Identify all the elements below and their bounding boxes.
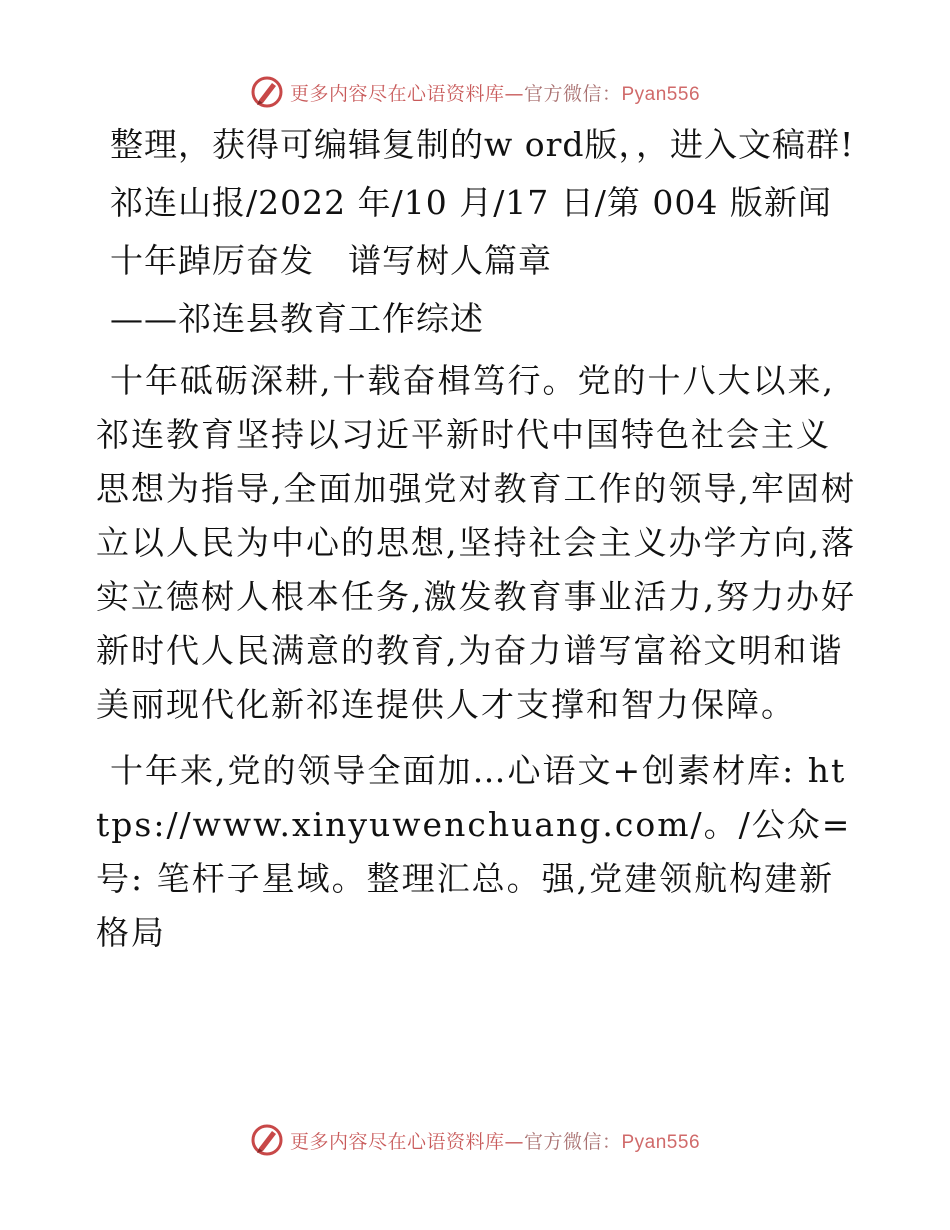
headline: 十年踔厉奋发 谱写树人篇章	[110, 241, 552, 280]
banner-wechat-label: 官方微信：	[523, 82, 622, 105]
paragraph-1: 十年砥砺深耕,十载奋楫笃行。党的十八大以来,祁连教育坚持以习近平新时代中国特色社会主义思想为指导,全面加强党对教育工作的领导,牢固树立以人民为中心的思想,坚持社会主义办学方向,落实立德树人根本任务,激发教育事业活力,努力办好新时代人民满意的教育,为奋力谱写富裕文明和谐美丽现代化新祁连提供人才支撑和智力保障。	[96, 361, 856, 724]
banner-separator: —	[504, 1130, 524, 1153]
banner-text	[290, 1127, 700, 1154]
banner-main-text: 更多内容尽在心语资料库	[289, 82, 505, 105]
pen-logo-icon	[250, 1123, 284, 1157]
banner-wechat-id: Pyan556	[621, 83, 701, 105]
banner-text	[290, 79, 700, 106]
source-line: 祁连山报/2022 年/10 月/17 日/第 004 版新闻	[110, 183, 832, 222]
document-body	[96, 122, 856, 972]
banner-main-text: 更多内容尽在心语资料库	[289, 1130, 505, 1153]
pen-logo-icon	[250, 75, 284, 109]
header-watermark-banner	[0, 72, 950, 112]
banner-separator: —	[504, 82, 524, 105]
subheadline: ——祁连县教育工作综述	[110, 299, 484, 338]
paragraph-2: 十年来,党的领导全面加…心语文+创素材库: https://www.xinyuwenchuang.com/。/公众=号: 笔杆子星域。整理汇总。强,党建领航构建新格局	[96, 751, 852, 952]
banner-wechat-id: Pyan556	[621, 1131, 701, 1153]
banner-wechat-label: 官方微信：	[523, 1130, 622, 1153]
footer-watermark-banner	[0, 1120, 950, 1160]
intro-line: 整理，获得可编辑复制的w ord版，，进入文稿群!	[110, 125, 855, 164]
